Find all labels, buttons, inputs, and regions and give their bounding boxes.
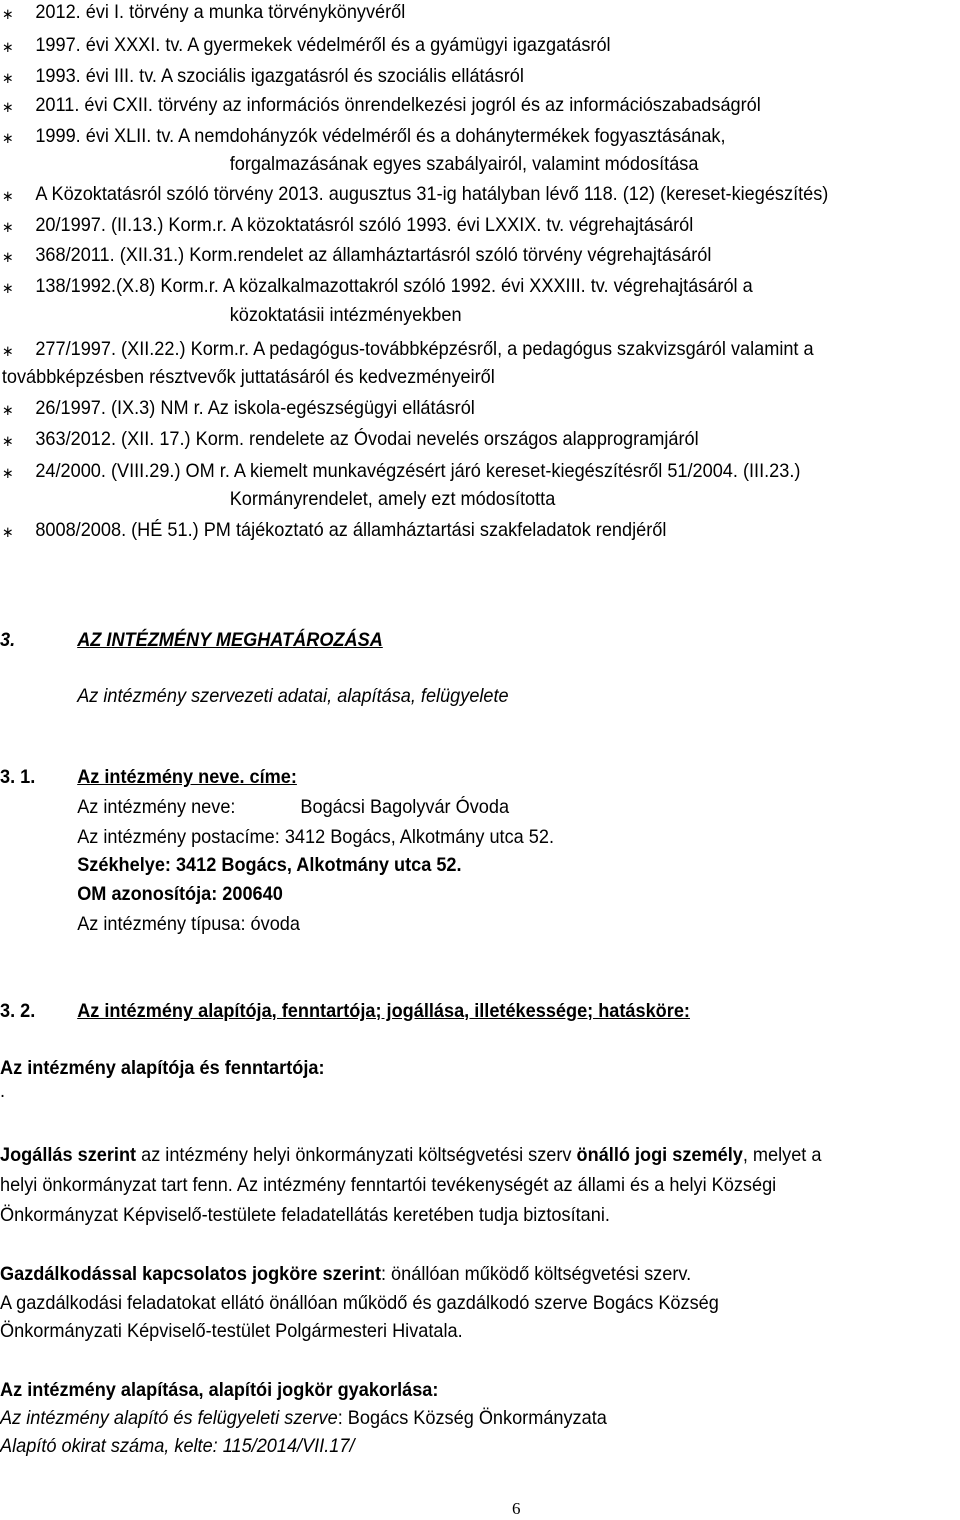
bullet-icon: ∗ — [1, 524, 14, 541]
bullet-icon: ∗ — [1, 465, 14, 482]
bullet-icon: ∗ — [1, 99, 14, 116]
law-item: 24/2000. (VIII.29.) OM r. A kiemelt munkavégzésért járó kereset-kiegészítésről 51/2004. (III.23.) — [35, 460, 801, 482]
law-item: 2012. évi I. törvény a munka törvénykönyvéről — [35, 1, 406, 23]
economic-line-1 — [0, 1263, 691, 1286]
law-item: 20/1997. (II.13.) Korm.r. A közoktatásról szóló 1993. évi LXXIX. tv. végrehajtásáról — [35, 214, 694, 236]
law-item: 277/1997. (XII.22.) Korm.r. A pedagógus-továbbképzésről, a pedagógus szakvizsgáról valamint a — [35, 338, 814, 360]
legal-status-line-3: Önkormányzat Képviselő-testülete feladatellátás keretében tudja biztosítani. — [0, 1204, 610, 1226]
bullet-icon: ∗ — [1, 402, 14, 419]
bullet-icon: ∗ — [1, 188, 14, 205]
founding-body-line — [0, 1407, 607, 1430]
legal-status-line-2: helyi önkormányzat tart fenn. Az intézmény fenntartói tevékenységét az állami és a helyi Községi — [0, 1174, 777, 1196]
law-item: 1993. évi III. tv. A szociális igazgatásról és szociális ellátásról — [35, 65, 524, 87]
founding-heading: Az intézmény alapítása, alapítói jogkör gyakorlása: — [0, 1379, 439, 1401]
legal-status-label: Jogállás szerint — [0, 1144, 137, 1166]
economic-line-3: Önkormányzati Képviselő-testület Polgármesteri Hivatala. — [0, 1320, 463, 1342]
section-3-2-number: 3. 2. — [0, 1000, 36, 1022]
section-3-title: AZ INTÉZMÉNY MEGHATÁROZÁSA — [77, 629, 383, 651]
law-item: 138/1992.(X.8) Korm.r. A közalkalmazottakról szóló 1992. évi XXXIII. tv. végrehajtásáról a — [35, 275, 753, 297]
seat-address: Székhelye: 3412 Bogács, Alkotmány utca 52. — [77, 854, 462, 876]
section-3-subtitle: Az intézmény szervezeti adatai, alapítása, felügyelete — [77, 685, 509, 707]
founding-label: Az intézmény alapító és felügyeleti szerve — [0, 1407, 338, 1429]
section-3-2-title: Az intézmény alapítója, fenntartója; jogállása, illetékessége; hatásköre: — [77, 1000, 690, 1022]
law-item-continuation: továbbképzésben résztvevők juttatásáról és kedvezményeiről — [1, 366, 495, 388]
section-3-number: 3. — [0, 629, 16, 651]
bullet-icon: ∗ — [1, 6, 14, 23]
founder-heading: Az intézmény alapítója és fenntartója: — [0, 1057, 325, 1079]
bullet-icon: ∗ — [1, 70, 14, 87]
legal-status-emphasis: önálló jogi személy — [576, 1144, 743, 1166]
institution-name-value: Bogácsi Bagolyvár Óvoda — [300, 796, 510, 818]
legal-status-tail: , melyet a — [742, 1144, 822, 1166]
economic-line-2: A gazdálkodási feladatokat ellátó önállóan működő és gazdálkodó szerve Bogács Község — [0, 1292, 719, 1314]
bullet-icon: ∗ — [1, 249, 14, 266]
economic-label: Gazdálkodással kapcsolatos jogköre szerint — [0, 1263, 381, 1285]
bullet-icon: ∗ — [1, 39, 14, 56]
economic-text: : önállóan működő költségvetési szerv. — [380, 1263, 692, 1285]
bullet-icon: ∗ — [1, 219, 14, 236]
founder-placeholder: . — [0, 1080, 6, 1102]
section-3-1-title: Az intézmény neve. címe: — [77, 766, 297, 788]
legal-status-line-1 — [0, 1144, 821, 1167]
bullet-icon: ∗ — [1, 343, 14, 360]
law-item: 2011. évi CXII. törvény az információs önrendelkezési jogról és az információszabadságról — [35, 94, 761, 116]
law-item: 368/2011. (XII.31.) Korm.rendelet az államháztartásról szóló törvény végrehajtásáról — [35, 244, 712, 266]
institution-type: Az intézmény típusa: óvoda — [77, 913, 300, 935]
bullet-icon: ∗ — [1, 433, 14, 450]
legal-status-text: az intézmény helyi önkormányzati költségvetési szerv — [136, 1144, 577, 1166]
law-item: A Közoktatásról szóló törvény 2013. augusztus 31-ig hatályban lévő 118. (12) (kereset-kiegészítés) — [35, 183, 829, 205]
law-item-continuation: forgalmazásának egyes szabályairól, valamint módosítása — [229, 153, 699, 175]
page-number: 6 — [512, 1499, 521, 1518]
law-item: 1999. évi XLII. tv. A nemdohányzók védelméről és a dohánytermékek fogyasztásának, — [35, 125, 726, 147]
section-3-1-number: 3. 1. — [0, 766, 36, 788]
institution-name-label: Az intézmény neve: — [77, 796, 236, 818]
law-item: 1997. évi XXXI. tv. A gyermekek védelméről és a gyámügyi igazgatásról — [35, 34, 611, 56]
law-item: 363/2012. (XII. 17.) Korm. rendelete az Óvodai nevelés országos alapprogramjáról — [35, 428, 699, 450]
bullet-icon: ∗ — [1, 280, 14, 297]
law-item: 26/1997. (IX.3) NM r. Az iskola-egészségügyi ellátásról — [35, 397, 475, 419]
postal-address: Az intézmény postacíme: 3412 Bogács, Alkotmány utca 52. — [77, 826, 555, 848]
founding-value: : Bogács Község Önkormányzata — [337, 1407, 607, 1429]
bullet-icon: ∗ — [1, 130, 14, 147]
law-item-continuation: közoktatásii intézményekben — [229, 304, 462, 326]
law-item-continuation: Kormányrendelet, amely ezt módosította — [229, 488, 556, 510]
founding-deed: Alapító okirat száma, kelte: 115/2014/VII.17/ — [0, 1435, 355, 1457]
om-identifier: OM azonosítója: 200640 — [77, 883, 283, 905]
law-item: 8008/2008. (HÉ 51.) PM tájékoztató az államháztartási szakfeladatok rendjéről — [35, 519, 667, 541]
